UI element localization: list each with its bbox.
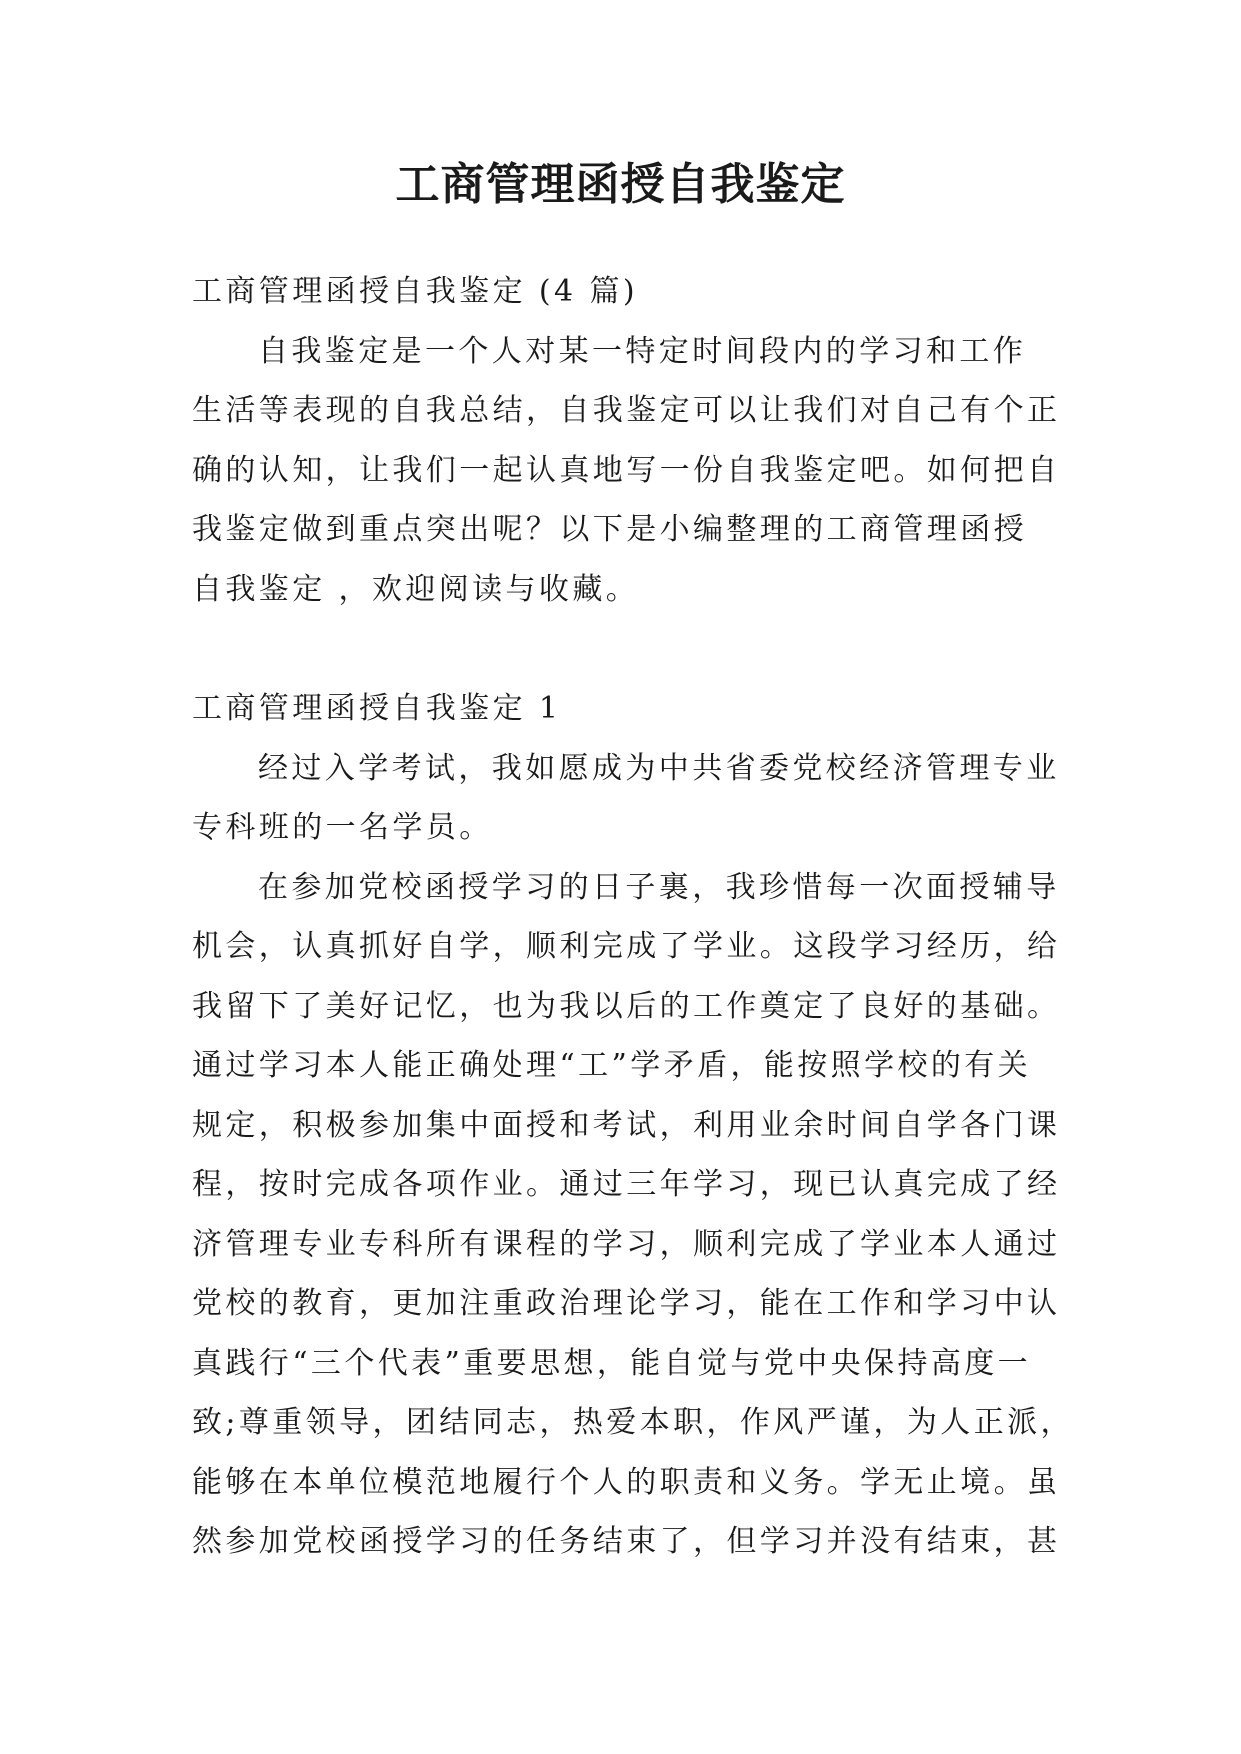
paragraph-line: 程，按时完成各项作业。通过三年学习，现已认真完成了经 bbox=[192, 1167, 1061, 1202]
paragraph-line: 经过入学考试，我如愿成为中共省委党校经济管理专业 bbox=[258, 750, 1060, 786]
paragraph-line: 济管理专业专科所有课程的学习，顺利完成了学业本人通过 bbox=[192, 1226, 1061, 1262]
paragraph-line: 能够在本单位模范地履行个人的职责和义务。学无止境。虽 bbox=[192, 1464, 1061, 1500]
section-heading: 工商管理函授自我鉴定 1 bbox=[192, 691, 562, 726]
paragraph-line: 自我鉴定是一个人对某一特定时间段内的学习和工作 bbox=[258, 333, 1027, 369]
intro-paragraph bbox=[192, 322, 1061, 620]
document-title: 工商管理函授自我鉴定 bbox=[395, 159, 846, 210]
paragraph-line: 我鉴定做到重点突出呢？以下是小编整理的工商管理函授 bbox=[192, 512, 1027, 547]
paragraph-line: 规定，积极参加集中面授和考试，利用业余时间自学各门课 bbox=[192, 1107, 1061, 1143]
section-paragraph bbox=[192, 858, 1074, 1572]
paragraph-line: 专科班的一名学员。 bbox=[192, 810, 493, 845]
section-spacer bbox=[192, 619, 1052, 679]
paragraph-line: 党校的教育，更加注重政治理论学习，能在工作和学习中认 bbox=[192, 1286, 1061, 1321]
intro-heading: 工商管理函授自我鉴定 (4 篇) bbox=[192, 274, 638, 309]
paragraph-line: 自我鉴定 ，欢迎阅读与收藏。 bbox=[192, 571, 640, 607]
section-paragraph bbox=[192, 739, 1060, 858]
paragraph-line: 真践行“三个代表”重要思想，能自觉与党中央保持高度一 bbox=[192, 1345, 1032, 1381]
paragraph-line: 我留下了美好记忆，也为我以后的工作奠定了良好的基础。 bbox=[192, 988, 1061, 1024]
paragraph-line: 生活等表现的自我总结，自我鉴定可以让我们对自己有个正 bbox=[192, 393, 1061, 428]
paragraph-line: 通过学习本人能正确处理“工”学矛盾，能按照学校的有关 bbox=[192, 1048, 1032, 1083]
paragraph-line: 致;尊重领导，团结同志，热爱本职，作风严谨，为人正派， bbox=[192, 1405, 1074, 1440]
paragraph-line: 机会，认真抓好自学，顺利完成了学业。这段学习经历，给 bbox=[192, 929, 1061, 964]
paragraph-line: 在参加党校函授学习的日子裏，我珍惜每一次面授辅导 bbox=[258, 869, 1060, 905]
paragraph-line: 确的认知，让我们一起认真地写一份自我鉴定吧。如何把自 bbox=[192, 452, 1061, 488]
paragraph-line: 然参加党校函授学习的任务结束了，但学习并没有结束，甚 bbox=[192, 1524, 1061, 1559]
document-body bbox=[192, 262, 1074, 1572]
